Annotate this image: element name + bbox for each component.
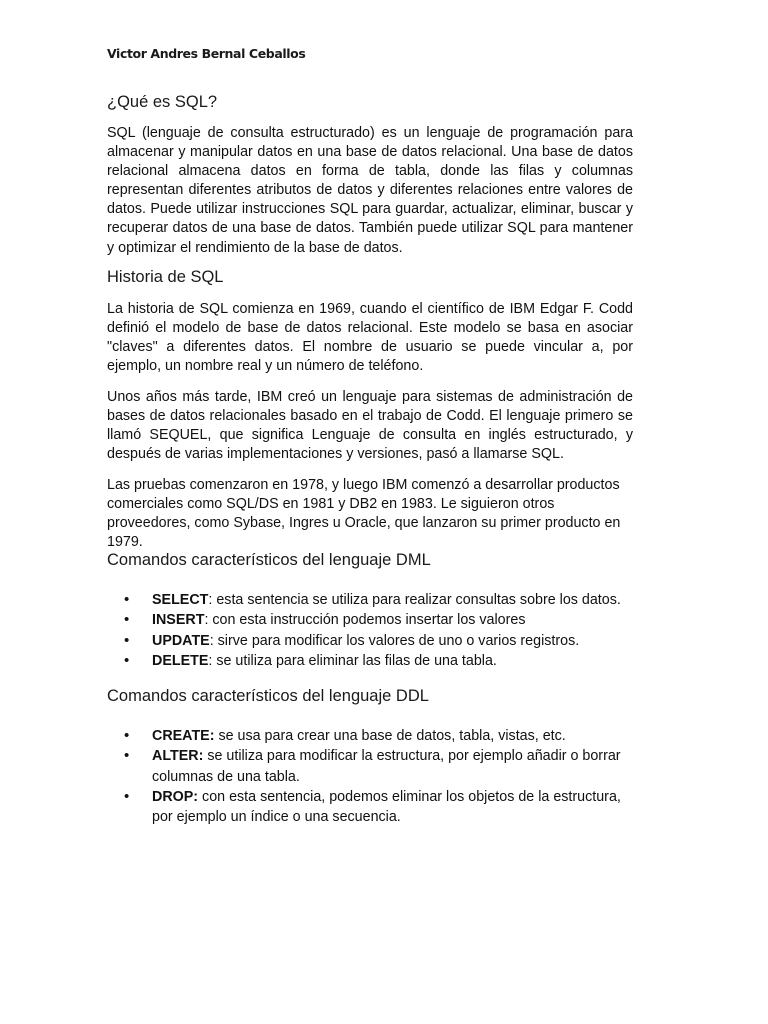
paragraph-historia-2: Unos años más tarde, IBM creó un lenguaje para sistemas de administración de bases de datos relacionales basado en el trabajo de Codd. El lenguaje primero se llamó SEQUEL, que significa Lenguaje de consulta en inglés estructurado, y después de varias implementaciones y versiones, pasó a llamarse SQL. bbox=[107, 389, 633, 463]
bullet-icon: • bbox=[124, 747, 130, 765]
command-term: SELECT bbox=[152, 592, 209, 608]
list-item bbox=[124, 610, 644, 630]
list-item bbox=[124, 651, 644, 671]
heading-historia: Historia de SQL bbox=[107, 268, 224, 286]
command-description: : esta sentencia se utiliza para realizar consultas sobre los datos. bbox=[208, 592, 621, 608]
list-item bbox=[124, 726, 644, 746]
list-item bbox=[124, 590, 644, 610]
bullet-icon: • bbox=[124, 631, 130, 649]
command-description: : se utiliza para eliminar las filas de una tabla. bbox=[208, 652, 497, 669]
list-item bbox=[124, 631, 644, 651]
bullet-icon: • bbox=[124, 591, 130, 608]
command-description: se usa para crear una base de datos, tabla, vistas, etc. bbox=[214, 728, 566, 744]
command-term: INSERT bbox=[152, 612, 205, 629]
dml-command-list bbox=[124, 590, 644, 671]
list-item bbox=[124, 746, 644, 787]
command-description: se utiliza para modificar la estructura, por ejemplo añadir o borrar columnas de una tabla. bbox=[152, 748, 621, 785]
command-term: CREATE: bbox=[152, 728, 215, 744]
bullet-icon: • bbox=[124, 787, 130, 805]
command-term: ALTER: bbox=[152, 748, 204, 765]
command-description: : con esta instrucción podemos insertar los valores bbox=[204, 612, 526, 629]
heading-dml: Comandos característicos del lenguaje DML bbox=[107, 551, 431, 569]
command-description: con esta sentencia, podemos eliminar los objetos de la estructura, por ejemplo un índice o una secuencia. bbox=[152, 788, 621, 826]
command-term: UPDATE bbox=[152, 632, 210, 649]
author-header: Victor Andres Bernal Ceballos bbox=[107, 46, 306, 61]
paragraph-que-es-sql: SQL (lenguaje de consulta estructurado) es un lenguaje de programación para almacenar y manipular datos en una base de datos relacional. Una base de datos relacional almacena datos en forma de tabla, donde las filas y columnas representan diferentes atributos de datos y diferentes relaciones entre valores de datos. Puede utilizar instrucciones SQL para guardar, actualizar, eliminar, buscar y recuperar datos de una base de datos. También puede utilizar SQL para mantener y optimizar el rendimiento de la base de datos. bbox=[107, 125, 633, 256]
bullet-icon: • bbox=[124, 611, 130, 629]
heading-que-es-sql: ¿Qué es SQL? bbox=[107, 93, 218, 111]
command-term: DELETE bbox=[152, 652, 209, 669]
bullet-icon: • bbox=[124, 651, 130, 669]
paragraph-historia-1: La historia de SQL comienza en 1969, cuando el científico de IBM Edgar F. Codd definió el modelo de base de datos relacional. Este modelo se basa en asociar "claves" a diferentes datos. El nombre de usuario se puede vincular a, por ejemplo, un nombre real y un número de teléfono. bbox=[107, 301, 633, 375]
paragraph-historia-3: Las pruebas comenzaron en 1978, y luego IBM comenzó a desarrollar productos comerciales como SQL/DS en 1981 y DB2 en 1983. Le siguieron otros proveedores, como Sybase, Ingres u Oracle, que lanzaron su primer producto en 1979. bbox=[107, 477, 621, 551]
command-description: : sirve para modificar los valores de uno o varios registros. bbox=[209, 632, 580, 649]
ddl-command-list bbox=[124, 726, 644, 827]
command-term: DROP: bbox=[152, 788, 199, 805]
list-item bbox=[124, 787, 644, 828]
bullet-icon: • bbox=[124, 727, 130, 744]
heading-ddl: Comandos característicos del lenguaje DDL bbox=[107, 687, 429, 705]
